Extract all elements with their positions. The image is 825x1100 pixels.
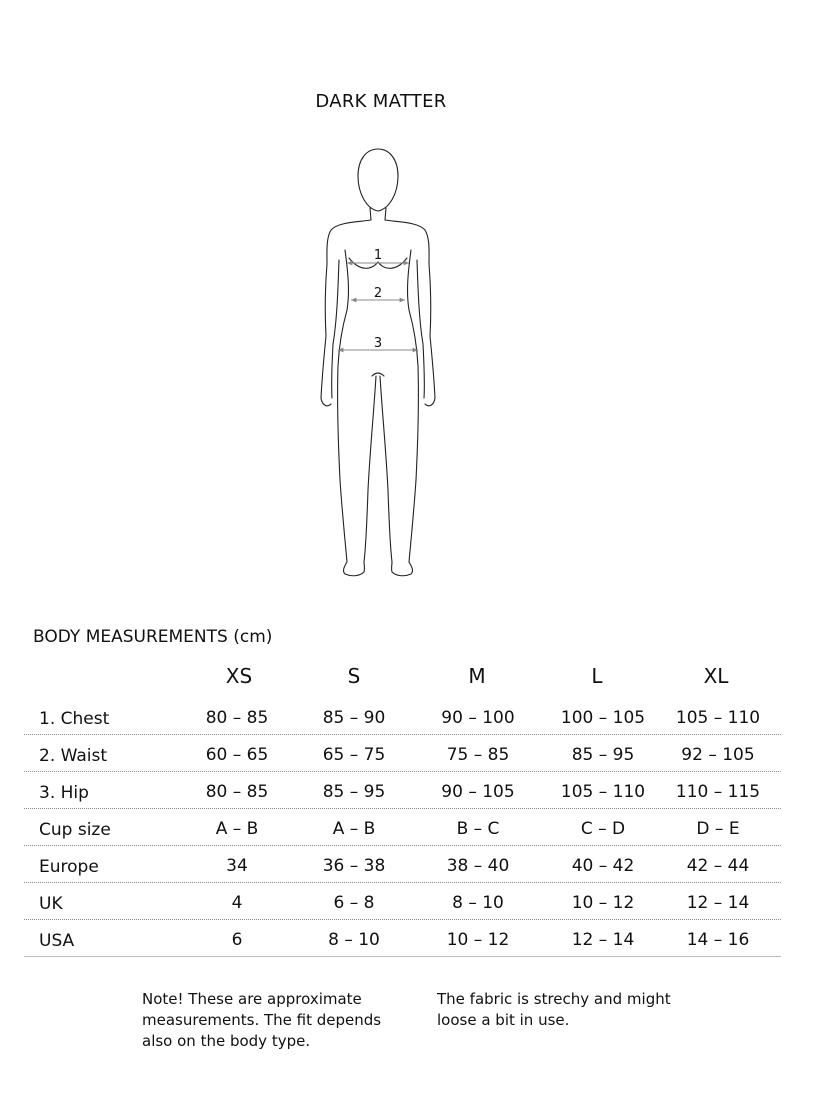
fit-note: Note! These are approximate measurements. The fit depends also on the body type. xyxy=(142,990,382,1050)
table-cell: 80 – 85 xyxy=(205,708,269,728)
table-cell: A – B xyxy=(332,819,376,839)
table-cell: 8 – 10 xyxy=(328,930,380,950)
table-cell: 110 – 115 xyxy=(675,782,761,802)
row-label: 3. Hip xyxy=(39,783,89,803)
table-cell: 12 – 14 xyxy=(571,930,635,950)
table-cell: 60 – 65 xyxy=(205,745,269,765)
table-cell: 85 – 95 xyxy=(571,745,635,765)
table-cell: 4 xyxy=(231,893,243,913)
table-cell: 90 – 100 xyxy=(441,708,515,728)
section-title: BODY MEASUREMENTS (cm) xyxy=(33,627,273,647)
fabric-note: The fabric is strechy and might loose a bit in use. xyxy=(437,990,671,1029)
table-cell: C – D xyxy=(580,819,626,839)
table-row xyxy=(24,809,781,846)
table-cell: 34 xyxy=(226,856,248,876)
size-header-s: S xyxy=(347,664,361,688)
hip-arrow-label: 3 xyxy=(373,336,383,351)
table-cell: 6 xyxy=(231,930,243,950)
table-row xyxy=(24,735,781,772)
table-cell: 105 – 110 xyxy=(560,782,646,802)
chest-arrow-label: 1 xyxy=(373,248,383,263)
table-row xyxy=(24,698,781,735)
table-cell: 40 – 42 xyxy=(571,856,635,876)
table-cell: 14 – 16 xyxy=(686,930,750,950)
table-cell: 8 – 10 xyxy=(452,893,504,913)
body-figure-illustration xyxy=(290,140,470,580)
row-label: USA xyxy=(39,931,75,951)
table-row xyxy=(24,846,781,883)
row-label: UK xyxy=(39,894,63,914)
table-cell: 10 – 12 xyxy=(446,930,510,950)
row-label: 1. Chest xyxy=(39,709,110,729)
table-cell: 80 – 85 xyxy=(205,782,269,802)
table-row xyxy=(24,772,781,809)
table-cell: 92 – 105 xyxy=(681,745,755,765)
table-cell: 65 – 75 xyxy=(322,745,386,765)
table-cell: 85 – 90 xyxy=(322,708,386,728)
table-cell: 75 – 85 xyxy=(446,745,510,765)
table-cell: 90 – 105 xyxy=(441,782,515,802)
table-cell: 38 – 40 xyxy=(446,856,510,876)
head-outline xyxy=(358,149,398,211)
table-cell: 12 – 14 xyxy=(686,893,750,913)
table-cell: 6 – 8 xyxy=(333,893,375,913)
row-divider xyxy=(24,956,781,957)
size-header-xs: XS xyxy=(225,664,253,688)
size-header-m: M xyxy=(468,664,486,688)
row-label: 2. Waist xyxy=(39,746,108,766)
row-label: Cup size xyxy=(39,820,111,840)
page-title: DARK MATTER xyxy=(315,91,447,112)
table-cell: A – B xyxy=(215,819,259,839)
table-cell: D – E xyxy=(696,819,740,839)
table-cell: B – C xyxy=(456,819,500,839)
table-cell: 42 – 44 xyxy=(686,856,750,876)
table-cell: 36 – 38 xyxy=(322,856,386,876)
row-label: Europe xyxy=(39,857,99,877)
waist-arrow-label: 2 xyxy=(373,286,383,301)
table-row xyxy=(24,883,781,920)
table-cell: 10 – 12 xyxy=(571,893,635,913)
table-cell: 105 – 110 xyxy=(675,708,761,728)
size-header-l: L xyxy=(591,664,603,688)
table-cell: 100 – 105 xyxy=(560,708,646,728)
table-row xyxy=(24,920,781,957)
table-cell: 85 – 95 xyxy=(322,782,386,802)
size-header-xl: XL xyxy=(703,664,729,688)
